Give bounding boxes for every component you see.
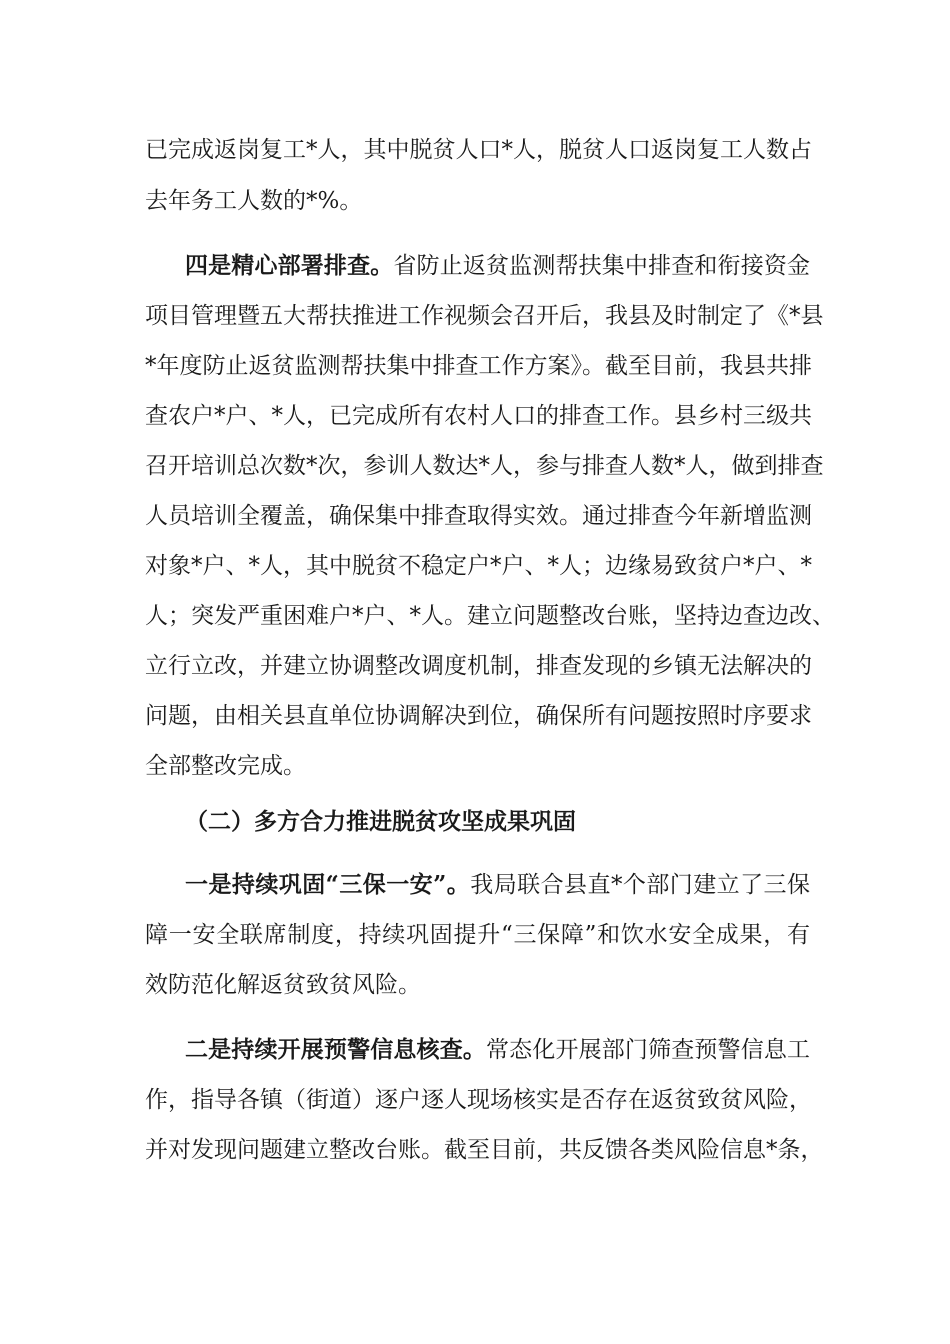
paragraph-2-line-9: 立行立改，并建立协调整改调度机制，排查发现的乡镇无法解决的 bbox=[145, 653, 812, 679]
paragraph-3-line-1-text: 我局联合县直*个部门建立了三保 bbox=[470, 872, 811, 898]
paragraph-2-line-11: 全部整改完成。 bbox=[145, 753, 306, 779]
paragraph-2-line-2: 项目管理暨五大帮扶推进工作视频会召开后，我县及时制定了《*县 bbox=[145, 303, 824, 329]
paragraph-2-line-8: 人；突发严重困难户*户、*人。建立问题整改台账，坚持边查边改、 bbox=[145, 603, 835, 629]
paragraph-2-line-4: 查农户*户、*人，已完成所有农村人口的排查工作。县乡村三级共 bbox=[145, 403, 812, 429]
paragraph-1-line-2: 去年务工人数的*%。 bbox=[145, 188, 363, 214]
paragraph-3-line-2: 障一安全联席制度，持续巩固提升“三保障”和饮水安全成果，有 bbox=[145, 922, 810, 948]
paragraph-4-line-3: 并对发现问题建立整改台账。截至目前，共反馈各类风险信息*条， bbox=[145, 1137, 824, 1163]
paragraph-2-line-6: 人员培训全覆盖，确保集中排查取得实效。通过排查今年新增监测 bbox=[145, 503, 812, 529]
paragraph-3-lead: 一是持续巩固“三保一安”。 bbox=[185, 871, 471, 898]
paragraph-3-line-1 bbox=[185, 866, 810, 904]
paragraph-2-line-1 bbox=[185, 247, 810, 285]
paragraph-3-line-3: 效防范化解返贫致贫风险。 bbox=[145, 972, 421, 998]
paragraph-2-line-5: 召开培训总次数*次，参训人数达*人，参与排查人数*人，做到排查 bbox=[145, 453, 824, 479]
paragraph-2-lead: 四是精心部署排查。 bbox=[185, 252, 394, 279]
paragraph-2-line-7: 对象*户、*人，其中脱贫不稳定户*户、*人；边缘易致贫户*户、* bbox=[145, 553, 812, 579]
paragraph-4-line-1-text: 常态化开展部门筛查预警信息工 bbox=[486, 1037, 811, 1063]
paragraph-4-lead: 二是持续开展预警信息核查。 bbox=[185, 1036, 486, 1063]
paragraph-2-line-3: *年度防止返贫监测帮扶集中排查工作方案》。截至目前，我县共排 bbox=[145, 353, 812, 379]
paragraph-1-line-1: 已完成返岗复工*人，其中脱贫人口*人，脱贫人口返岗复工人数占 bbox=[145, 137, 812, 163]
section-heading: （二）多方合力推进脱贫攻坚成果巩固 bbox=[185, 808, 576, 835]
paragraph-2-line-10: 问题，由相关县直单位协调解决到位，确保所有问题按照时序要求 bbox=[145, 703, 812, 729]
paragraph-4-line-2: 作，指导各镇（街道）逐户逐人现场核实是否存在返贫致贫风险， bbox=[145, 1087, 812, 1113]
paragraph-4-line-1 bbox=[185, 1031, 810, 1069]
paragraph-2-line-1-text: 省防止返贫监测帮扶集中排查和衔接资金 bbox=[393, 253, 811, 279]
